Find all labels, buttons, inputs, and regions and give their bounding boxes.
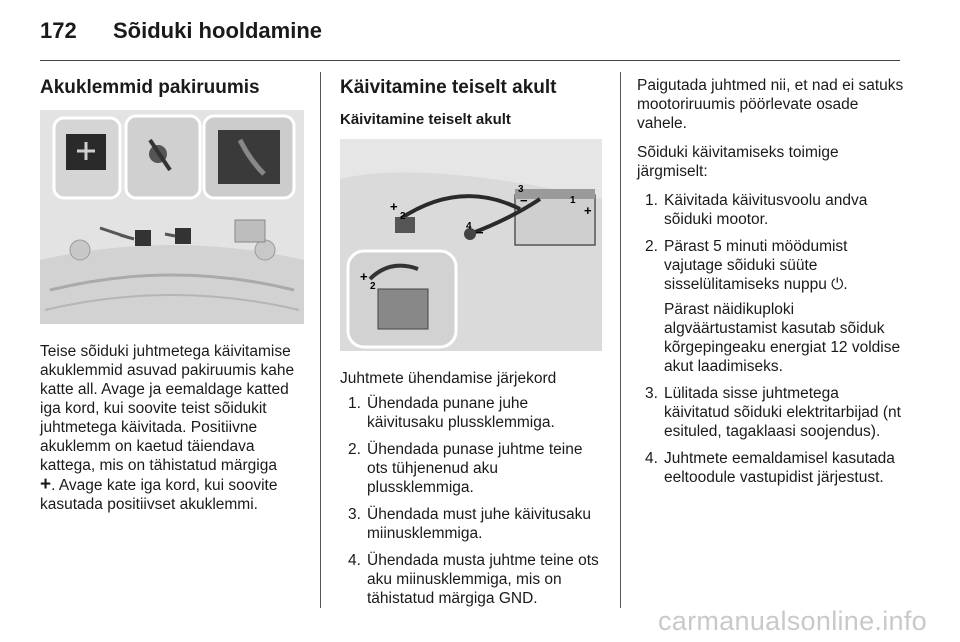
watermark: carmanualsonline.info [658, 606, 927, 636]
trunk-terminals-text-a: Teise sõiduki juhtmetega käivitamise akuklemmid asuvad pakiruumis kahe katte all. Avage ja eemaldage katted iga kord, kui soovite teist sõidukit juhtmetega käivitada. Positiivne akuklemm on kaetud täiendava kattega, mis on tähistatud märgiga [40, 343, 295, 474]
column-divider-1 [320, 72, 321, 608]
start-procedure-list [637, 191, 907, 294]
start-procedure-list-continued [637, 384, 907, 487]
connection-order-title: Juhtmete ühendamise järjekord [340, 370, 557, 387]
fig-label-4: 4 [466, 221, 472, 232]
column-divider-2 [620, 72, 621, 608]
inset-label-2: 2 [370, 281, 376, 292]
list-item: 3. Lülitada sisse juhtmetega käivitatud sõiduki elektritarbijad (nt esituled, tagaklaasi soojendus). [645, 385, 901, 440]
fig-sign-minus-ground: − [476, 225, 484, 240]
section-heading-trunk-terminals: Akuklemmid pakiruumis [40, 77, 260, 98]
list-item: 4. Juhtmete eemaldamisel kasutada eeltoodule vastupidist järjestust. [645, 450, 895, 486]
plus-symbol-icon: + [40, 474, 52, 495]
trunk-terminals-text-b: . Avage kate iga kord, kui soovite kasutada positiivset akuklemmi. [40, 477, 278, 513]
trunk-terminals-figure [40, 110, 304, 324]
list-item: 4. Ühendada musta juhtme teine ots aku miinusklemmiga, mis on tähistatud märgiga GND. [348, 552, 599, 607]
subheading-jump-start: Käivitamine teiselt akult [340, 111, 511, 128]
fig-label-1: 1 [570, 195, 576, 206]
list-item: 1. Käivitada käivitusvoolu andva sõiduki mootor. [645, 192, 868, 228]
fig-sign-minus-battery: − [520, 193, 528, 208]
connection-order-list [340, 394, 605, 608]
section-heading-jump-start: Käivitamine teiselt akult [340, 77, 557, 98]
inset-sign-plus: + [360, 269, 368, 284]
jump-start-figure [340, 139, 602, 351]
column-trunk-terminals [40, 76, 304, 524]
column-jump-start [340, 76, 605, 616]
list-item: 2. Pärast 5 minuti möödumist vajutage sõiduki süüte sisselülitamiseks nuppu ⏻. [645, 238, 848, 293]
page-title: Sõiduki hooldamine [113, 18, 323, 43]
list-item: 1. Ühendada punane juhe käivitusaku plussklemmiga. [348, 395, 555, 431]
charging-note: Pärast näidikuploki algväärtustamist kasutab sõiduk kõrgepingeaku energiat 12 voldise akut laadimiseks. [664, 301, 901, 375]
fig-sign-plus-left: + [390, 199, 398, 214]
header-rule [40, 60, 900, 61]
routing-paragraph: Paigutada juhtmed nii, et nad ei satuks mootoriruumis pöörlevate osade vahele. [637, 77, 904, 132]
fig-label-3: 3 [518, 184, 524, 195]
fig-label-2: 2 [400, 211, 406, 222]
fig-sign-plus-battery: + [584, 203, 592, 218]
page-header [40, 18, 322, 48]
procedure-intro: Sõiduki käivitamiseks toimige järgmiselt: [637, 144, 839, 180]
column-start-procedure [637, 76, 907, 495]
list-item: 3. Ühendada must juhe käivitusaku miinusklemmiga. [348, 506, 592, 542]
list-item: 2. Ühendada punase juhtme teine ots tühjenenud aku plussklemmiga. [348, 441, 583, 496]
page-number: 172 [40, 18, 77, 43]
